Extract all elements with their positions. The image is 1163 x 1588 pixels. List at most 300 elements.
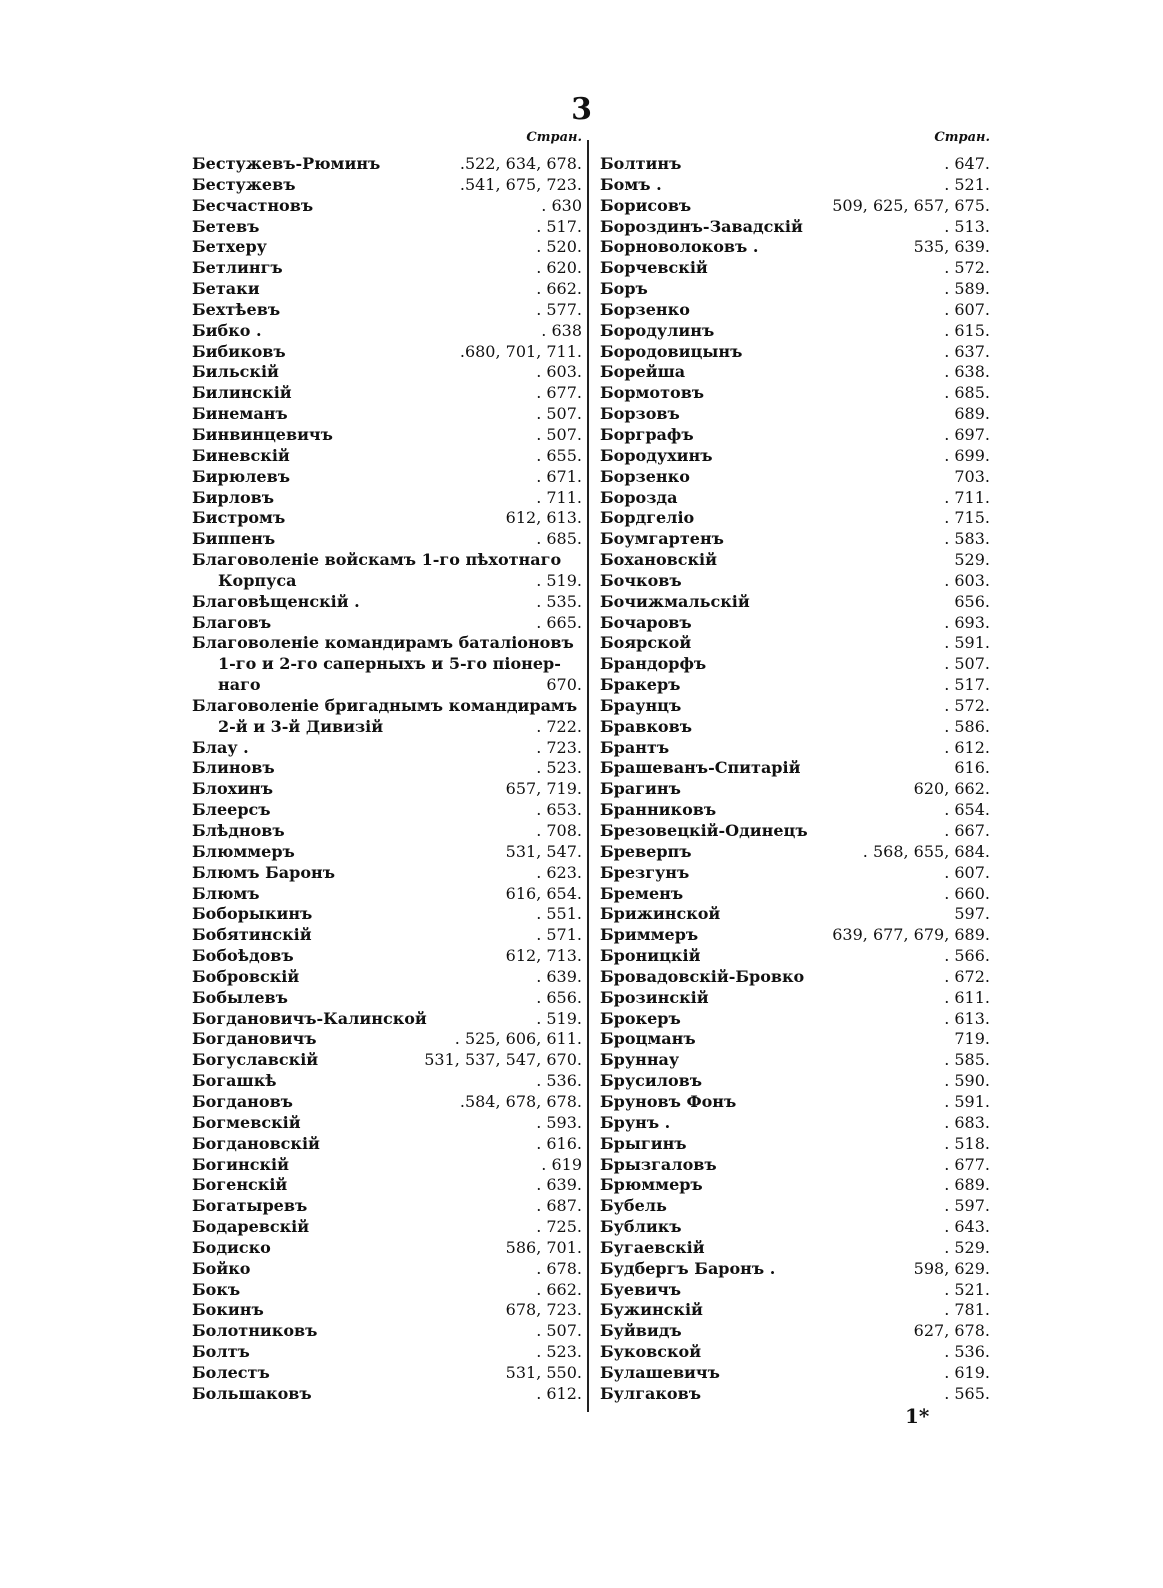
entry-name: Бетлингъ xyxy=(192,258,283,278)
index-entry xyxy=(192,904,582,925)
entry-name: Бороздинъ-Завадскій xyxy=(600,216,803,236)
entry-pages: 531, 537, 547, 670. xyxy=(424,1050,582,1070)
entry-pages: . 583. xyxy=(944,529,990,549)
index-entry xyxy=(600,362,990,383)
entry-pages: . 699. xyxy=(944,445,990,465)
index-column-left xyxy=(192,130,582,1405)
index-entry xyxy=(192,300,582,321)
entry-pages: . 589. xyxy=(944,279,990,299)
entry-pages: . 612. xyxy=(944,737,990,757)
entry-pages: 616. xyxy=(954,758,990,778)
entry-name: Болестъ xyxy=(192,1362,270,1382)
entry-pages: . 519. xyxy=(536,1008,582,1028)
index-entry xyxy=(192,279,582,300)
entry-pages: . 585. xyxy=(944,1050,990,1070)
index-entry xyxy=(600,196,990,217)
entry-pages: . 677. xyxy=(944,1154,990,1174)
entry-name: Бибко . xyxy=(192,320,262,340)
index-entry xyxy=(192,550,582,571)
entry-pages: . 521. xyxy=(944,174,990,194)
index-entry xyxy=(192,946,582,967)
index-column-right xyxy=(600,130,990,1405)
entry-pages: 627, 678. xyxy=(913,1321,990,1341)
index-entry xyxy=(192,842,582,863)
entry-pages: . 591. xyxy=(944,1091,990,1111)
entry-pages: . 725. xyxy=(536,1217,582,1237)
entry-pages: . 565. xyxy=(944,1383,990,1403)
entry-name: Буйвидъ xyxy=(600,1321,682,1341)
entry-name: Бибиковъ xyxy=(192,341,286,361)
entry-pages: .541, 675, 723. xyxy=(459,174,582,194)
entry-name: Бомъ . xyxy=(600,174,662,194)
entry-name: Благовъ xyxy=(192,612,272,632)
entry-name: 2-й и 3-й Дивизій xyxy=(218,716,384,736)
entry-name: Блиновъ xyxy=(192,758,275,778)
entry-name: Корпуса xyxy=(218,570,297,590)
entry-pages: 616, 654. xyxy=(505,883,582,903)
entry-pages: . 697. xyxy=(944,424,990,444)
index-entry xyxy=(192,196,582,217)
column-header-pages: Стран. xyxy=(934,130,990,145)
index-entry xyxy=(600,321,990,342)
entry-name: Бобровскій xyxy=(192,966,300,986)
entry-name: Богмевскій xyxy=(192,1112,301,1132)
index-entry xyxy=(600,154,990,175)
entry-name: Благоволеніе бригаднымъ командирамъ xyxy=(192,695,578,715)
entry-pages: . 615. xyxy=(944,320,990,340)
index-entry xyxy=(192,1259,582,1280)
entry-pages: . 693. xyxy=(944,612,990,632)
entry-name: Боборыкинъ xyxy=(192,904,313,924)
index-entry xyxy=(192,1342,582,1363)
index-entry xyxy=(192,1009,582,1030)
index-entry xyxy=(192,613,582,634)
entry-pages: . 612. xyxy=(536,1383,582,1403)
entry-name: Бриммеръ xyxy=(600,925,699,945)
index-entry xyxy=(192,1175,582,1196)
entry-pages: . 630 xyxy=(541,195,582,215)
entry-name: Бобылевъ xyxy=(192,987,288,1007)
entry-name: 1-го и 2-го саперныхъ и 5-го пiонер- xyxy=(218,654,561,674)
entry-name: Бруновъ Фонъ xyxy=(600,1091,737,1111)
entry-name: Биппенъ xyxy=(192,529,276,549)
index-entry xyxy=(600,613,990,634)
index-entry xyxy=(600,738,990,759)
index-entry xyxy=(600,1155,990,1176)
index-entry xyxy=(600,1321,990,1342)
entry-pages: . 507. xyxy=(536,404,582,424)
entry-pages: 612, 613. xyxy=(505,508,582,528)
index-entry xyxy=(192,321,582,342)
entry-pages: . 678. xyxy=(536,1258,582,1278)
index-entry xyxy=(600,1384,990,1405)
entry-pages: 531, 547. xyxy=(505,841,582,861)
entry-name: Брызгаловъ xyxy=(600,1154,717,1174)
entry-name: Брунъ . xyxy=(600,1112,671,1132)
index-entry xyxy=(192,1300,582,1321)
entry-pages: . 620. xyxy=(536,258,582,278)
entry-name: Бубель xyxy=(600,1196,667,1216)
entry-pages: . 593. xyxy=(536,1112,582,1132)
index-entry xyxy=(192,884,582,905)
index-entry xyxy=(600,717,990,738)
index-entry xyxy=(192,175,582,196)
index-entry xyxy=(600,863,990,884)
index-entry xyxy=(600,1342,990,1363)
entry-pages: . 517. xyxy=(536,216,582,236)
index-entry xyxy=(600,1196,990,1217)
index-entry xyxy=(600,821,990,842)
index-entry xyxy=(600,342,990,363)
index-entry xyxy=(192,1029,582,1050)
entry-pages: 529. xyxy=(954,550,990,570)
entry-pages: . 655. xyxy=(536,445,582,465)
entry-pages: . 572. xyxy=(944,695,990,715)
index-entry xyxy=(600,779,990,800)
entry-name: Билинскій xyxy=(192,383,292,403)
index-entry xyxy=(192,1155,582,1176)
entry-pages: . 723. xyxy=(536,737,582,757)
entry-name: Борчевскій xyxy=(600,258,708,278)
entry-pages: . 623. xyxy=(536,862,582,882)
entry-name: Бистромъ xyxy=(192,508,286,528)
entry-pages: . 529. xyxy=(944,1237,990,1257)
entry-pages: . 590. xyxy=(944,1071,990,1091)
entry-name: Блохинъ xyxy=(192,779,274,799)
entry-name: Бужинскій xyxy=(600,1300,703,1320)
entry-name: Булгаковъ xyxy=(600,1383,701,1403)
index-entry xyxy=(600,592,990,613)
entry-name: Бохановскій xyxy=(600,550,717,570)
entry-pages: . 685. xyxy=(536,529,582,549)
entry-name: Богдановскій xyxy=(192,1133,320,1153)
entry-name: Биневскій xyxy=(192,445,290,465)
entry-name: Брусиловъ xyxy=(600,1071,703,1091)
index-entry xyxy=(600,529,990,550)
entry-name: Брокеръ xyxy=(600,1008,681,1028)
entry-pages: . 520. xyxy=(536,237,582,257)
entry-pages: . 722. xyxy=(536,716,582,736)
entry-name: Блюмъ xyxy=(192,883,260,903)
entry-list xyxy=(600,154,990,1405)
index-entry xyxy=(192,508,582,529)
entry-name: Бинеманъ xyxy=(192,404,288,424)
entry-name: Бормотовъ xyxy=(600,383,705,403)
entry-pages: . 519. xyxy=(536,570,582,590)
entry-pages: . 611. xyxy=(944,987,990,1007)
entry-name: Бобятинскій xyxy=(192,925,312,945)
index-entry xyxy=(600,904,990,925)
index-entry xyxy=(192,154,582,175)
entry-pages: 597. xyxy=(954,904,990,924)
index-entry xyxy=(600,404,990,425)
entry-pages: 703. xyxy=(954,466,990,486)
index-entry xyxy=(600,1363,990,1384)
entry-pages: . 687. xyxy=(536,1196,582,1216)
index-entry xyxy=(600,988,990,1009)
entry-name: Бехтѣевъ xyxy=(192,299,281,319)
index-entry xyxy=(192,1280,582,1301)
index-entry xyxy=(600,237,990,258)
entry-name: Бородулинъ xyxy=(600,320,715,340)
entry-pages: . 619. xyxy=(944,1362,990,1382)
entry-name: Бордгеліо xyxy=(600,508,695,528)
entry-name: Буевичъ xyxy=(600,1279,682,1299)
entry-pages: . 638 xyxy=(541,320,582,340)
entry-pages: . 507. xyxy=(536,1321,582,1341)
entry-name: Богуславскій xyxy=(192,1050,319,1070)
entry-pages: . 660. xyxy=(944,883,990,903)
entry-name: Богдановичъ-Калинской xyxy=(192,1008,427,1028)
index-entry xyxy=(600,1175,990,1196)
index-entry xyxy=(192,1071,582,1092)
entry-name: Бодиско xyxy=(192,1237,271,1257)
index-entry xyxy=(600,550,990,571)
entry-pages: . 637. xyxy=(944,341,990,361)
entry-name: Бременъ xyxy=(600,883,684,903)
entry-name: Брезовецкій-Одинецъ xyxy=(600,821,808,840)
entry-pages: . 586. xyxy=(944,716,990,736)
entry-name: Бравковъ xyxy=(600,716,692,736)
column-header-pages: Стран. xyxy=(526,130,582,145)
entry-pages: . 613. xyxy=(944,1008,990,1028)
index-entry xyxy=(600,967,990,988)
index-entry xyxy=(192,738,582,759)
index-entry xyxy=(192,821,582,842)
index-entry xyxy=(600,258,990,279)
index-entry xyxy=(192,446,582,467)
index-entry xyxy=(192,362,582,383)
entry-name: Бракеръ xyxy=(600,675,681,695)
entry-pages: . 677. xyxy=(536,383,582,403)
entry-pages: . 597. xyxy=(944,1196,990,1216)
entry-pages: 509, 625, 657, 675. xyxy=(832,195,990,215)
entry-name: Брагинъ xyxy=(600,779,681,799)
entry-pages: 689. xyxy=(954,404,990,424)
entry-name: Бородовицынъ xyxy=(600,341,743,361)
entry-pages: . 711. xyxy=(944,487,990,507)
entry-pages: 639, 677, 679, 689. xyxy=(832,925,990,945)
index-entry xyxy=(192,425,582,446)
index-entry xyxy=(192,404,582,425)
index-entry xyxy=(192,592,582,613)
entry-pages: . 647. xyxy=(944,154,990,173)
entry-pages: 678, 723. xyxy=(505,1300,582,1320)
index-entry xyxy=(192,1363,582,1384)
index-entry xyxy=(600,758,990,779)
index-entry xyxy=(600,488,990,509)
entry-pages: . 711. xyxy=(536,487,582,507)
entry-pages: . 638. xyxy=(944,362,990,382)
index-entry xyxy=(600,1113,990,1134)
entry-pages: . 607. xyxy=(944,862,990,882)
entry-name: Бирюлевъ xyxy=(192,466,290,486)
entry-name: Булашевичъ xyxy=(600,1362,720,1382)
entry-name: Бойко xyxy=(192,1258,251,1278)
index-entry xyxy=(600,300,990,321)
entry-pages: . 639. xyxy=(536,1175,582,1195)
index-entry xyxy=(192,863,582,884)
entry-pages: . 517. xyxy=(944,675,990,695)
entry-name: Блюммеръ xyxy=(192,841,295,861)
entry-name: Борзенко xyxy=(600,299,690,319)
index-entry xyxy=(600,1029,990,1050)
page-number: 3 xyxy=(571,92,592,127)
index-entry xyxy=(600,946,990,967)
entry-pages: . 639. xyxy=(536,966,582,986)
entry-name: Будбергъ Баронъ . xyxy=(600,1258,776,1278)
entry-pages: . 665. xyxy=(536,612,582,632)
index-entry xyxy=(192,1050,582,1071)
entry-name: Богдановичъ xyxy=(192,1029,317,1049)
entry-pages: . 523. xyxy=(536,758,582,778)
index-entry xyxy=(192,383,582,404)
entry-name: Боумгартенъ xyxy=(600,529,724,549)
index-entry xyxy=(600,1134,990,1155)
entry-pages: . 683. xyxy=(944,1112,990,1132)
entry-name: Благоволеніе командирамъ баталіоновъ xyxy=(192,633,574,653)
index-entry xyxy=(600,633,990,654)
entry-name: Бровадовскій-Бровко xyxy=(600,966,805,986)
index-entry xyxy=(192,758,582,779)
entry-name: Бетевъ xyxy=(192,216,260,236)
entry-name: Борозда xyxy=(600,487,678,507)
entry-name: Бреверпъ xyxy=(600,841,692,861)
entry-pages: . 643. xyxy=(944,1217,990,1237)
index-entry xyxy=(192,1196,582,1217)
entry-name: Болтинъ xyxy=(600,154,682,173)
entry-pages: . 568, 655, 684. xyxy=(862,841,990,861)
entry-name: Благовѣщенскій . xyxy=(192,591,360,611)
index-entry xyxy=(600,175,990,196)
entry-name: Болотниковъ xyxy=(192,1321,318,1341)
index-entry xyxy=(192,342,582,363)
index-entry xyxy=(192,1134,582,1155)
index-entry xyxy=(192,925,582,946)
entry-pages: . 667. xyxy=(944,821,990,840)
index-entry xyxy=(600,1238,990,1259)
entry-name: Бочаровъ xyxy=(600,612,692,632)
index-entry xyxy=(600,446,990,467)
entry-pages: 598, 629. xyxy=(913,1258,990,1278)
entry-name: Бородухинъ xyxy=(600,445,713,465)
entry-pages: . 607. xyxy=(944,299,990,319)
entry-pages: 719. xyxy=(954,1029,990,1049)
entry-name: Бруннау xyxy=(600,1050,680,1070)
entry-pages: . 572. xyxy=(944,258,990,278)
entry-name: Брантъ xyxy=(600,737,670,757)
entry-name: Бобоѣдовъ xyxy=(192,946,294,966)
index-entry xyxy=(192,1384,582,1405)
entry-name: Буковской xyxy=(600,1342,702,1362)
index-entry xyxy=(192,571,582,592)
entry-name: Браунцъ xyxy=(600,695,682,715)
index-entry xyxy=(600,696,990,717)
entry-name: Борейша xyxy=(600,362,686,382)
entry-pages: . 619 xyxy=(541,1154,582,1174)
entry-pages: . 672. xyxy=(944,966,990,986)
index-entry xyxy=(600,1009,990,1030)
entry-name: Блюмъ Баронъ xyxy=(192,862,335,882)
index-entry xyxy=(600,383,990,404)
entry-pages: . 513. xyxy=(944,216,990,236)
index-entry xyxy=(600,884,990,905)
entry-pages: . 521. xyxy=(944,1279,990,1299)
entry-name: Брюммеръ xyxy=(600,1175,703,1195)
entry-name: наго xyxy=(218,675,261,695)
column-divider xyxy=(587,140,589,1412)
entry-pages: .522, 634, 678. xyxy=(459,154,582,173)
entry-name: Брозинскій xyxy=(600,987,709,1007)
entry-name: Боръ xyxy=(600,279,648,299)
index-entry xyxy=(192,717,582,738)
entry-name: Борзенко xyxy=(600,466,690,486)
index-entry xyxy=(600,571,990,592)
entry-name: Болтъ xyxy=(192,1342,250,1362)
entry-pages: . 571. xyxy=(536,925,582,945)
entry-pages: . 689. xyxy=(944,1175,990,1195)
entry-pages: . 603. xyxy=(944,570,990,590)
index-entry xyxy=(600,1259,990,1280)
entry-name: Бодаревскій xyxy=(192,1217,310,1237)
entry-name: Бильскій xyxy=(192,362,279,382)
entry-pages: . 654. xyxy=(944,800,990,820)
entry-name: Бочковъ xyxy=(600,570,682,590)
index-entry xyxy=(600,1071,990,1092)
entry-list xyxy=(192,154,582,1405)
index-entry xyxy=(600,1300,990,1321)
entry-pages: 670. xyxy=(546,675,582,695)
entry-pages: . 518. xyxy=(944,1133,990,1153)
index-entry xyxy=(192,1321,582,1342)
index-entry xyxy=(600,467,990,488)
index-entry xyxy=(600,508,990,529)
entry-name: Бокъ xyxy=(192,1279,241,1299)
entry-name: Борисовъ xyxy=(600,195,692,215)
entry-pages: . 781. xyxy=(944,1300,990,1320)
entry-name: Бочижмальскій xyxy=(600,591,750,611)
entry-pages: . 535. xyxy=(536,591,582,611)
index-entry xyxy=(600,1280,990,1301)
entry-name: Богдановъ xyxy=(192,1091,293,1111)
entry-name: Броницкій xyxy=(600,946,701,966)
entry-name: Борзовъ xyxy=(600,404,680,424)
index-entry xyxy=(192,633,582,654)
index-entry xyxy=(600,675,990,696)
entry-pages: . 662. xyxy=(536,279,582,299)
index-entry xyxy=(192,467,582,488)
index-entry xyxy=(192,488,582,509)
entry-name: Бетхеру xyxy=(192,237,267,257)
index-entry xyxy=(600,217,990,238)
entry-name: Бранниковъ xyxy=(600,800,717,820)
entry-name: Брандорфъ xyxy=(600,654,707,674)
entry-name: Бестужевъ-Рюминъ xyxy=(192,154,381,173)
entry-pages: . 551. xyxy=(536,904,582,924)
index-entry xyxy=(600,279,990,300)
entry-pages: . 507. xyxy=(944,654,990,674)
index-entry xyxy=(192,696,582,717)
entry-name: Бирловъ xyxy=(192,487,275,507)
entry-pages: 586, 701. xyxy=(505,1237,582,1257)
entry-pages: . 566. xyxy=(944,946,990,966)
entry-pages: . 536. xyxy=(536,1071,582,1091)
entry-pages: . 577. xyxy=(536,299,582,319)
entry-pages: 657, 719. xyxy=(505,779,582,799)
entry-name: Блѣдновъ xyxy=(192,821,285,840)
entry-name: Блеерсъ xyxy=(192,800,271,820)
entry-pages: 535, 639. xyxy=(913,237,990,257)
